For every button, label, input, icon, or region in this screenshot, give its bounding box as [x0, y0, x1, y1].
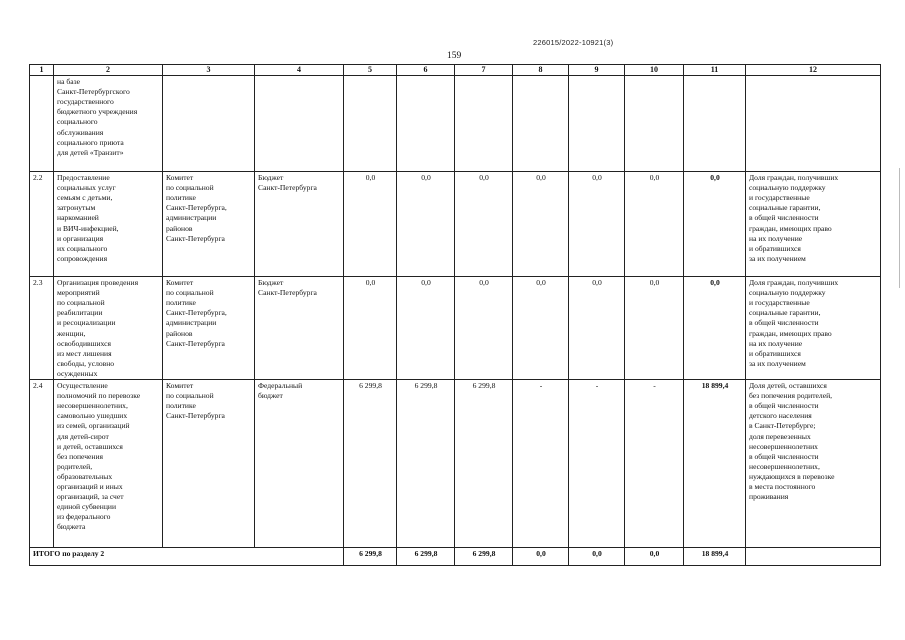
value-cell: 0,0 [397, 172, 455, 277]
activity-name: Организация проведения мероприятий по социальной реабилитации и ресоциализации женщин, освободившихся из мест лишения свободы, условно осужденных [54, 277, 163, 380]
page-number: 159 [447, 51, 462, 61]
total-row [30, 548, 881, 566]
value-cell: 0,0 [397, 277, 455, 380]
total-value-cell: 6 299,8 [455, 548, 513, 566]
indicator [746, 76, 881, 172]
total-label: ИТОГО по разделу 2 [30, 548, 344, 566]
total-value-cell [684, 76, 746, 172]
value-cell: 0,0 [513, 172, 569, 277]
row-id: 2.3 [30, 277, 54, 380]
table-row [30, 172, 881, 277]
activity-name: на базе Санкт-Петербургского государственного бюджетного учреждения социального обслуживания социального приюта для детей «Транзит» [54, 76, 163, 172]
value-cell [455, 76, 513, 172]
total-value-cell: 0,0 [625, 548, 684, 566]
indicator: Доля граждан, получивших социальную поддержку и государственные социальные гарантии, в общей численности граждан, имеющих право на их получение и обратившихся за их получением [746, 277, 881, 380]
column-header: 5 [344, 65, 397, 76]
column-header: 10 [625, 65, 684, 76]
value-cell [569, 76, 625, 172]
value-cell: 6 299,8 [455, 380, 513, 548]
indicator: Доля граждан, получивших социальную поддержку и государственные социальные гарантии, в общей численности граждан, имеющих право на их получение и обратившихся за их получением [746, 172, 881, 277]
value-cell: 0,0 [569, 172, 625, 277]
value-cell: 0,0 [455, 172, 513, 277]
column-header: 11 [684, 65, 746, 76]
value-cell [625, 76, 684, 172]
column-header: 12 [746, 65, 881, 76]
value-cell: 0,0 [513, 277, 569, 380]
value-cell [513, 76, 569, 172]
funding-source: Федеральный бюджет [255, 380, 344, 548]
total-value-cell: 0,0 [684, 277, 746, 380]
value-cell: - [569, 380, 625, 548]
total-value-cell: 6 299,8 [344, 548, 397, 566]
value-cell: 0,0 [625, 172, 684, 277]
total-value-cell: 18 899,4 [684, 380, 746, 548]
executor: Комитет по социальной политике Санкт-Петербурга, администрации районов Санкт-Петербурга [163, 277, 255, 380]
column-header: 4 [255, 65, 344, 76]
value-cell: 0,0 [455, 277, 513, 380]
value-cell: 6 299,8 [397, 380, 455, 548]
value-cell: 0,0 [344, 277, 397, 380]
total-value-cell: 0,0 [513, 548, 569, 566]
column-header: 2 [54, 65, 163, 76]
value-cell: 0,0 [344, 172, 397, 277]
column-header: 9 [569, 65, 625, 76]
value-cell: 0,0 [625, 277, 684, 380]
table-row [30, 277, 881, 380]
row-id: 2.4 [30, 380, 54, 548]
value-cell: 6 299,8 [344, 380, 397, 548]
activity-name: Предоставление социальных услуг семьям с детьми, затронутым наркоманией и ВИЧ-инфекцией, и организация их социального сопровождения [54, 172, 163, 277]
program-activities-table [29, 64, 881, 566]
value-cell [344, 76, 397, 172]
document-number: 226015/2022-10921(3) [533, 38, 614, 47]
funding-source: Бюджет Санкт-Петербурга [255, 277, 344, 380]
column-header: 6 [397, 65, 455, 76]
total-value-cell: 6 299,8 [397, 548, 455, 566]
row-id: 2.2 [30, 172, 54, 277]
column-header: 3 [163, 65, 255, 76]
value-cell: - [625, 380, 684, 548]
funding-source [255, 76, 344, 172]
row-id [30, 76, 54, 172]
value-cell: 0,0 [569, 277, 625, 380]
value-cell [397, 76, 455, 172]
scan-edge-mark [899, 168, 900, 288]
column-header: 8 [513, 65, 569, 76]
executor: Комитет по социальной политике Санкт-Петербурга [163, 380, 255, 548]
column-header: 1 [30, 65, 54, 76]
indicator: Доля детей, оставшихся без попечения родителей, в общей численности детского населения в Санкт-Петербурге; доля перевезенных несовершеннолетних в общей численности несовершеннолетних, нуждающихся в перевозке в места постоянного проживания [746, 380, 881, 548]
total-indicator [746, 548, 881, 566]
column-header: 7 [455, 65, 513, 76]
executor: Комитет по социальной политике Санкт-Петербурга, администрации районов Санкт-Петербурга [163, 172, 255, 277]
total-value-cell: 0,0 [569, 548, 625, 566]
table-row [30, 76, 881, 172]
total-value-cell: 0,0 [684, 172, 746, 277]
column-number-header-row [30, 65, 881, 76]
table-row [30, 380, 881, 548]
funding-source: Бюджет Санкт-Петербурга [255, 172, 344, 277]
activity-name: Осуществление полномочий по перевозке несовершеннолетних, самовольно ушедших из семей, организаций для детей-сирот и детей, оставшихся без попечения родителей, образовательных организаций и иных организаций, за счет единой субвенции из федерального бюджета [54, 380, 163, 548]
total-value-cell: 18 899,4 [684, 548, 746, 566]
executor [163, 76, 255, 172]
value-cell: - [513, 380, 569, 548]
